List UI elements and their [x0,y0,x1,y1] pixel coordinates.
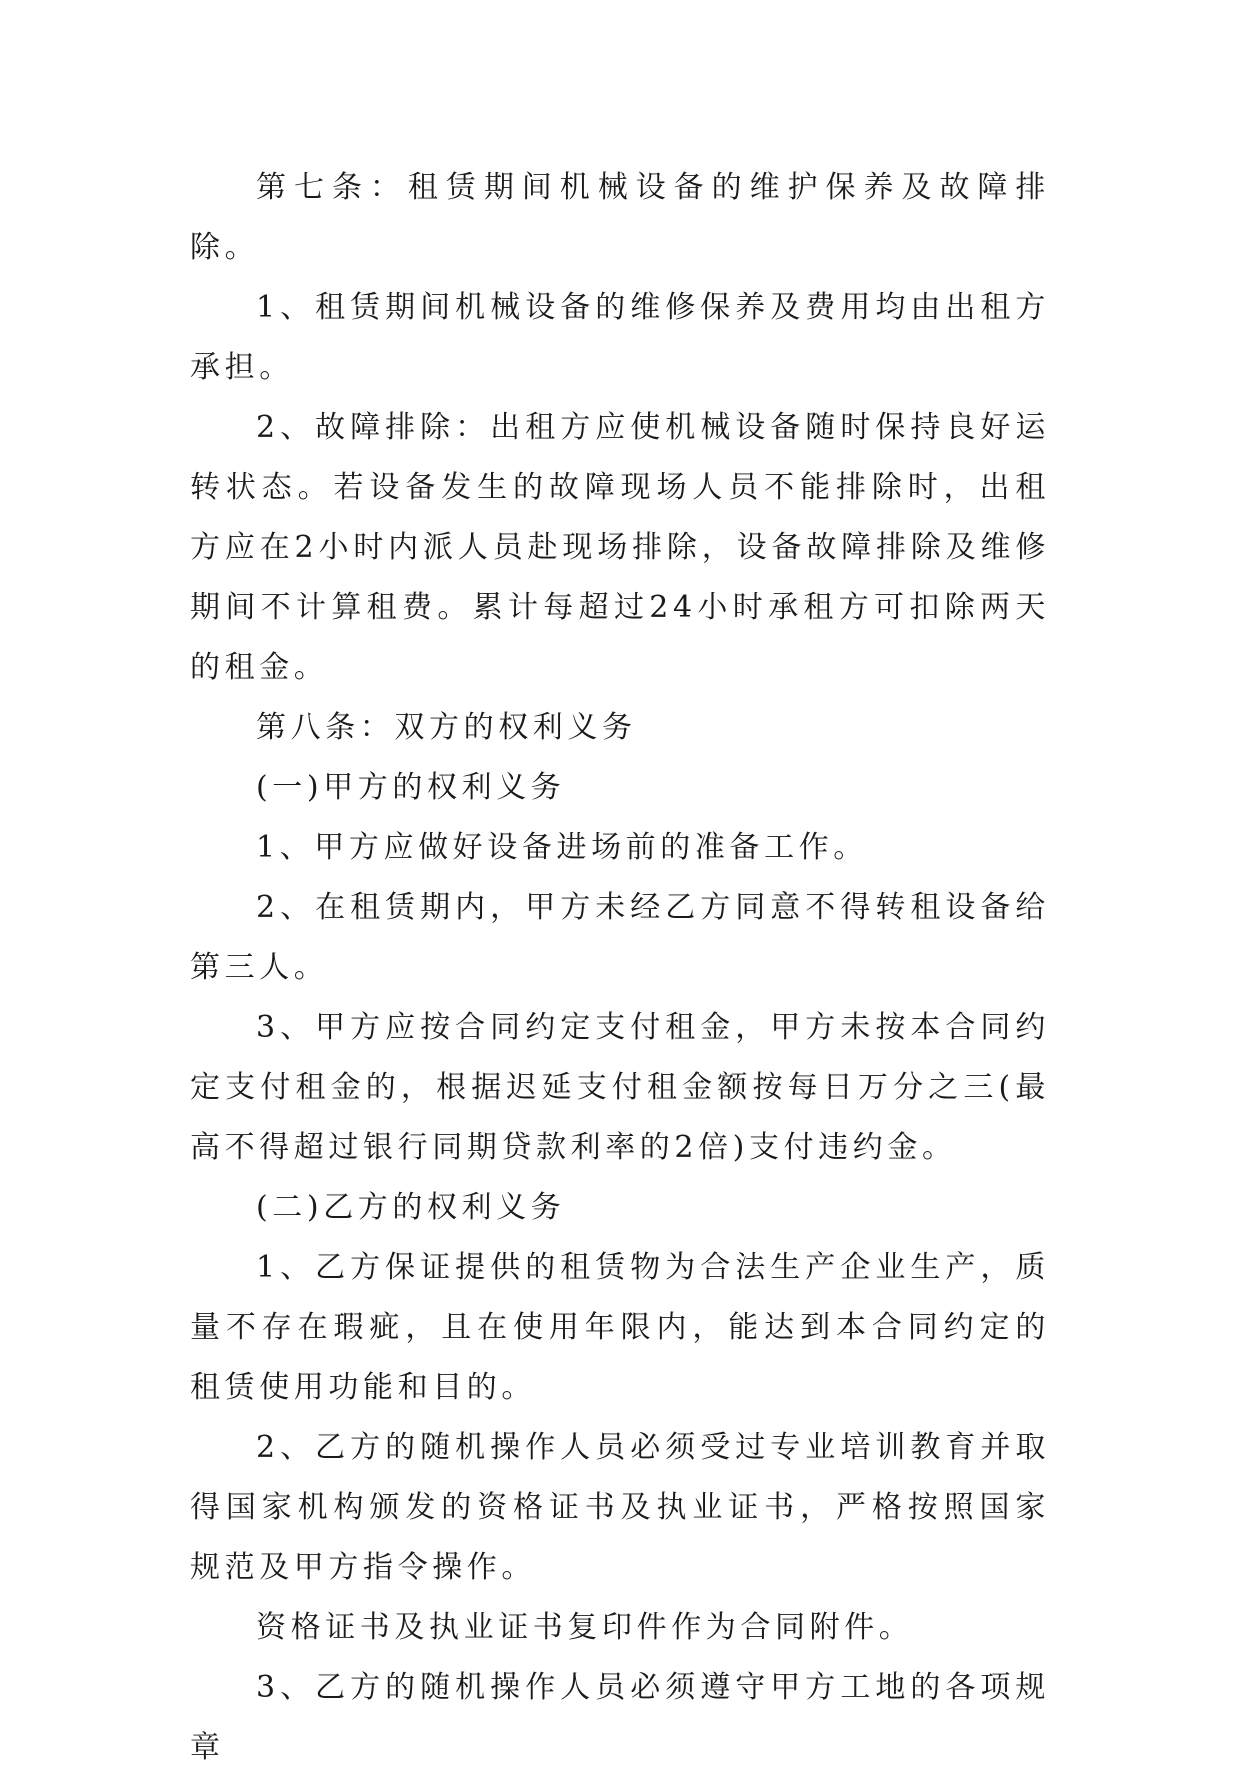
paragraph-party-a-item-2: 2、在租赁期内，甲方未经乙方同意不得转租设备给第三人。 [190,890,1050,985]
paragraph-article-7-item-1: 1、租赁期间机械设备的维修保养及费用均由出租方承担。 [190,290,1050,385]
paragraph-party-a-item-3: 3、甲方应按合同约定支付租金，甲方未按本合同约定支付租金的，根据迟延支付租金额按每日万分之三(最高不得超过银行同期贷款利率的2倍)支付违约金。 [190,1010,1050,1165]
paragraph-party-b-item-1: 1、乙方保证提供的租赁物为合法生产企业生产，质量不存在瑕疵，且在使用年限内，能达到本合同约定的租赁使用功能和目的。 [190,1250,1050,1405]
paragraph-party-a-item-1: 1、甲方应做好设备进场前的准备工作。 [256,830,868,865]
paragraph-certificate-note: 资格证书及执业证书复印件作为合同附件。 [256,1610,914,1645]
paragraph-article-7-item-2: 2、故障排除：出租方应使机械设备随时保持良好运转状态。若设备发生的故障现场人员不能排除时，出租方应在2小时内派人员赴现场排除，设备故障排除及维修期间不计算租费。累计每超过24小时承租方可扣除两天的租金。 [190,410,1050,685]
paragraph-article-7-title: 第七条：租赁期间机械设备的维护保养及故障排除。 [190,170,1050,265]
paragraph-party-b-item-2: 2、乙方的随机操作人员必须受过专业培训教育并取得国家机构颁发的资格证书及执业证书，严格按照国家规范及甲方指令操作。 [190,1430,1050,1585]
paragraph-party-b-item-3: 3、乙方的随机操作人员必须遵守甲方工地的各项规章 [190,1670,1050,1765]
document-page [190,158,1050,1778]
paragraph-party-a-heading: (一)甲方的权利义务 [256,770,566,805]
paragraph-party-b-heading: (二)乙方的权利义务 [256,1190,566,1225]
paragraph-article-8-title: 第八条：双方的权利义务 [256,710,637,745]
